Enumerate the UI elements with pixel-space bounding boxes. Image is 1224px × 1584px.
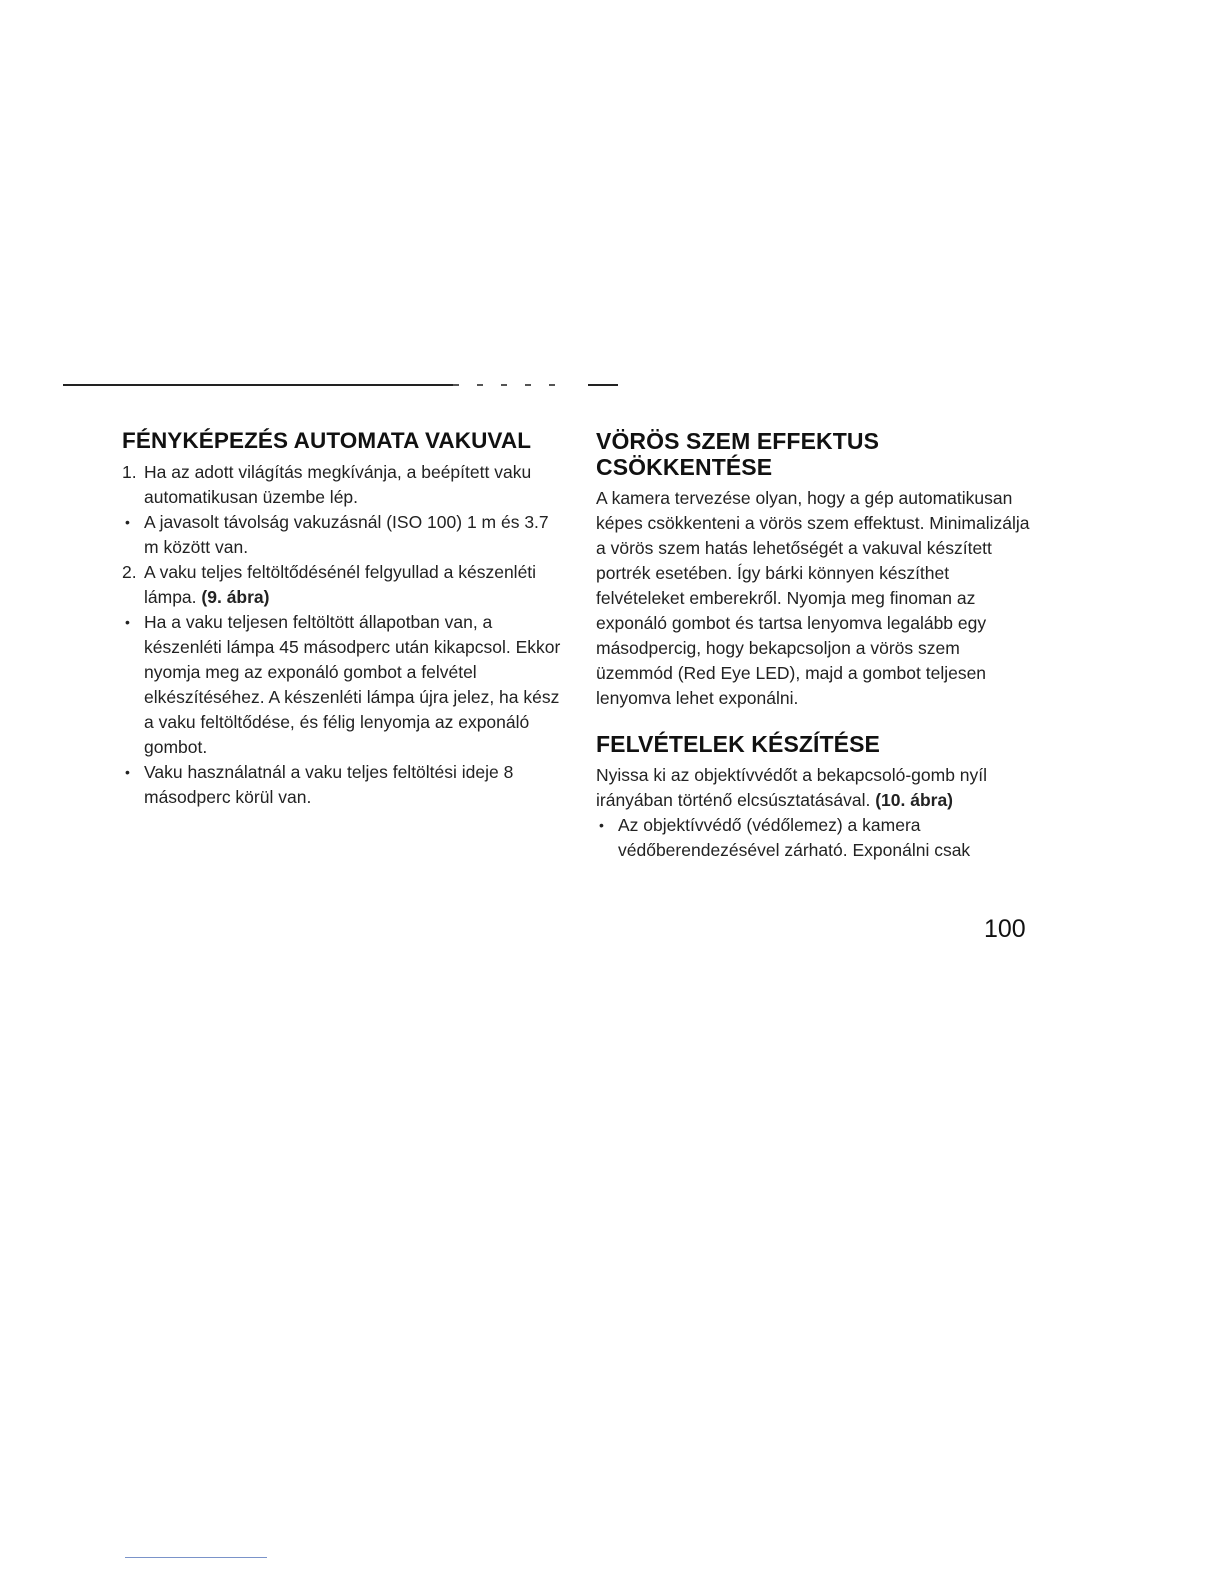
figure-reference: (9. ábra)	[201, 587, 270, 607]
list-item-text: A javasolt távolság vakuzásnál (ISO 100) 1 m és 3.7 m között van.	[144, 512, 549, 557]
list-item-text: A vaku teljes feltöltődésénél felgyullad a készenléti lámpa.	[144, 562, 537, 607]
shooting-bullet-list	[596, 813, 1036, 863]
paragraph-text: Nyissa ki az objektívvédőt a bekapcsoló-gomb nyíl irányában történő elcsúsztatásával.	[596, 765, 988, 810]
list-item	[122, 460, 562, 510]
right-column	[596, 428, 1036, 863]
section-heading-shooting: FELVÉTELEK KÉSZÍTÉSE	[596, 731, 880, 757]
page-number: 100	[984, 915, 1026, 943]
list-item-text: Ha a vaku teljesen feltöltött állapotban van, a készenléti lámpa 45 másodperc után kikapcsol. Ekkor nyomja meg az exponáló gombot a felvétel elkészítéséhez. A készenléti lámpa újra jelez, ha kész a vaku feltöltődése, és félig lenyomja az exponáló gombot.	[144, 612, 561, 757]
list-number: 1.	[122, 462, 137, 482]
list-number: 2.	[122, 562, 137, 582]
heading-line: CSÖKKENTÉSE	[596, 454, 773, 480]
header-rule-dashes	[453, 384, 583, 386]
figure-reference: (10. ábra)	[875, 790, 954, 810]
list-item	[122, 610, 562, 760]
header-rule-gap	[568, 384, 588, 386]
bullet-marker: •	[125, 764, 130, 780]
flash-instructions-list	[122, 460, 562, 810]
left-column	[122, 428, 562, 810]
list-item-text: Az objektívvédő (védőlemez) a kamera védőberendezésével zárható. Exponálni csak	[618, 815, 971, 860]
bullet-marker: •	[599, 817, 604, 833]
red-eye-paragraph: A kamera tervezése olyan, hogy a gép automatikusan képes csökkenteni a vörös szem effektust. Minimalizálja a vörös szem hatás lehetőségét a vakuval készített portrék esetében. Így bárki könnyen készíthet felvételeket emberekről. Nyomja meg finoman az exponáló gombot és tartsa lenyomva legalább egy másodpercig, hogy bekapcsoljon a vörös szem üzemmód (Red Eye LED), majd a gombot teljesen lenyomva lehet exponálni.	[596, 488, 1030, 708]
footer-rule	[125, 1557, 267, 1558]
shooting-paragraph	[596, 763, 1036, 813]
list-item	[122, 510, 562, 560]
list-item-text: Ha az adott világítás megkívánja, a beépített vaku automatikusan üzembe lép.	[144, 462, 532, 507]
list-item	[596, 813, 1036, 863]
list-item-text: Vaku használatnál a vaku teljes feltöltési ideje 8 másodperc körül van.	[144, 762, 514, 807]
bullet-marker: •	[125, 514, 130, 530]
section-heading-red-eye	[596, 428, 1036, 480]
bullet-marker: •	[125, 614, 130, 630]
section-heading-flash: FÉNYKÉPEZÉS AUTOMATA VAKUVAL	[122, 428, 532, 453]
heading-line: VÖRÖS SZEM EFFEKTUS	[596, 428, 880, 454]
list-item	[122, 760, 562, 810]
header-rule	[63, 384, 618, 386]
list-item	[122, 560, 562, 610]
